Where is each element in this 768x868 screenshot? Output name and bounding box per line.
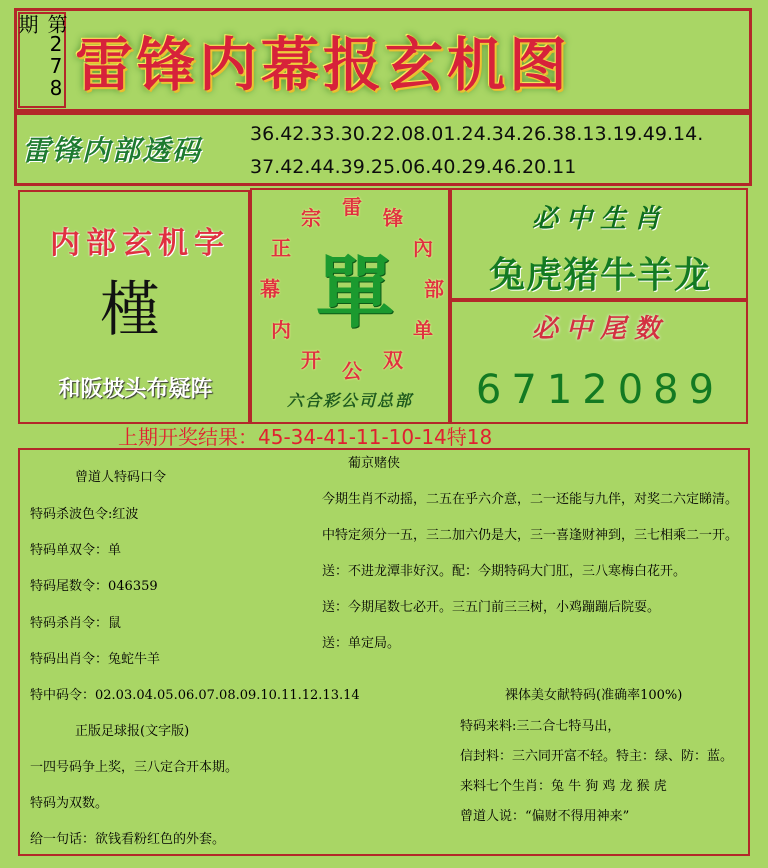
ring-character: 内 [270, 318, 291, 342]
bottom-left-subheading: 正版足球报(文字版) [75, 724, 190, 739]
bottom-right-subline: 曾道人说：“偏财不得用神来” [460, 809, 630, 824]
bottom-right-subline: 来料七个生肖：兔 牛 狗 鸡 龙 猴 虎 [460, 779, 667, 794]
bottom-right-line: 送：今期尾数七必开。三五门前三三树，小鸡蹦蹦后院耍。 [322, 600, 661, 615]
bottom-left-heading: 曾道人特码口令 [75, 470, 167, 485]
ring-character: 公 [342, 359, 362, 383]
bottom-right-subheading: 裸体美女献特码(准确率100%) [505, 688, 683, 703]
left-heading: 内部玄机字 [50, 226, 230, 261]
bottom-right-line: 中特定须分一五，三二加六仍是大，三一喜逢财神到，三七相乘二一开。 [322, 528, 739, 543]
code-label: 雷锋内部透码 [22, 134, 203, 167]
bottom-left-line: 特中码令：02.03.04.05.06.07.08.09.10.11.12.13.14 [30, 688, 360, 703]
zodiac-heading: 必中生肖 [531, 203, 668, 234]
bottom-right-line: 送：单定局。 [322, 636, 401, 651]
page-title: 雷锋内幕报玄机图 [75, 31, 572, 99]
bottom-right-line: 今期生肖不动摇，二五在乎六介意，二一还能与九伴，对奖二六定睇清。 [322, 492, 739, 507]
last-result: 上期开奖结果：45-34-41-11-10-14特18 [118, 424, 493, 449]
bottom-left-line: 特码杀肖令：鼠 [30, 616, 122, 631]
ring-character: 雷 [342, 195, 362, 219]
mystery-character: 槿 [100, 275, 160, 345]
company-footer: 六合彩公司总部 [286, 390, 413, 410]
tail-heading: 必中尾数 [531, 313, 668, 344]
zodiac-list: 兔虎猪牛羊龙 [488, 253, 711, 296]
ring-character: 双 [383, 348, 403, 372]
center-character: 單 [315, 248, 394, 339]
bottom-right-heading: 葡京赌侠 [348, 456, 401, 471]
ring-character: 单 [413, 318, 433, 342]
ring-character: 宗 [301, 205, 321, 230]
bottom-left-line: 特码杀波色令:红波 [30, 507, 139, 522]
ring-character: 部 [424, 277, 444, 301]
ring-character: 锋 [383, 205, 403, 230]
issue-number: 第278期 [18, 12, 66, 108]
bottom-left-subline: 一四号码争上奖，三八定合开本期。 [30, 760, 239, 775]
bottom-right-line: 送：不进龙潭非好汉。配：今期特码大门肛，三八寒梅白花开。 [322, 564, 687, 579]
code-line-1: 36.42.33.30.22.08.01.24.34.26.38.13.19.49.14. [250, 123, 704, 145]
tail-numbers: 6712089 [475, 367, 725, 413]
ring-character: 幕 [260, 277, 280, 301]
ring-character: 开 [301, 348, 321, 372]
ring-character: 內 [413, 236, 433, 260]
ring-character: 正 [270, 236, 291, 260]
code-numbers [250, 118, 740, 184]
left-hint: 和阪坡头布疑阵 [58, 376, 213, 402]
bottom-left-line: 特码单双令：单 [30, 543, 122, 558]
code-line-2: 37.42.44.39.25.06.40.29.46.20.11 [250, 156, 577, 178]
bottom-right-subline: 信封料：三六同开富不轻。特主：绿、防：蓝。 [460, 749, 734, 764]
bottom-right-subline: 特码来料:三二合七特马出， [460, 719, 621, 734]
bottom-left-subline: 给一句话：欲钱看粉红色的外套。 [30, 832, 226, 847]
bottom-left-line: 特码尾数令：046359 [30, 579, 158, 594]
bottom-left-line: 特码出肖令：兔蛇牛羊 [30, 652, 161, 667]
bottom-left-subline: 特码为双数。 [30, 796, 109, 811]
